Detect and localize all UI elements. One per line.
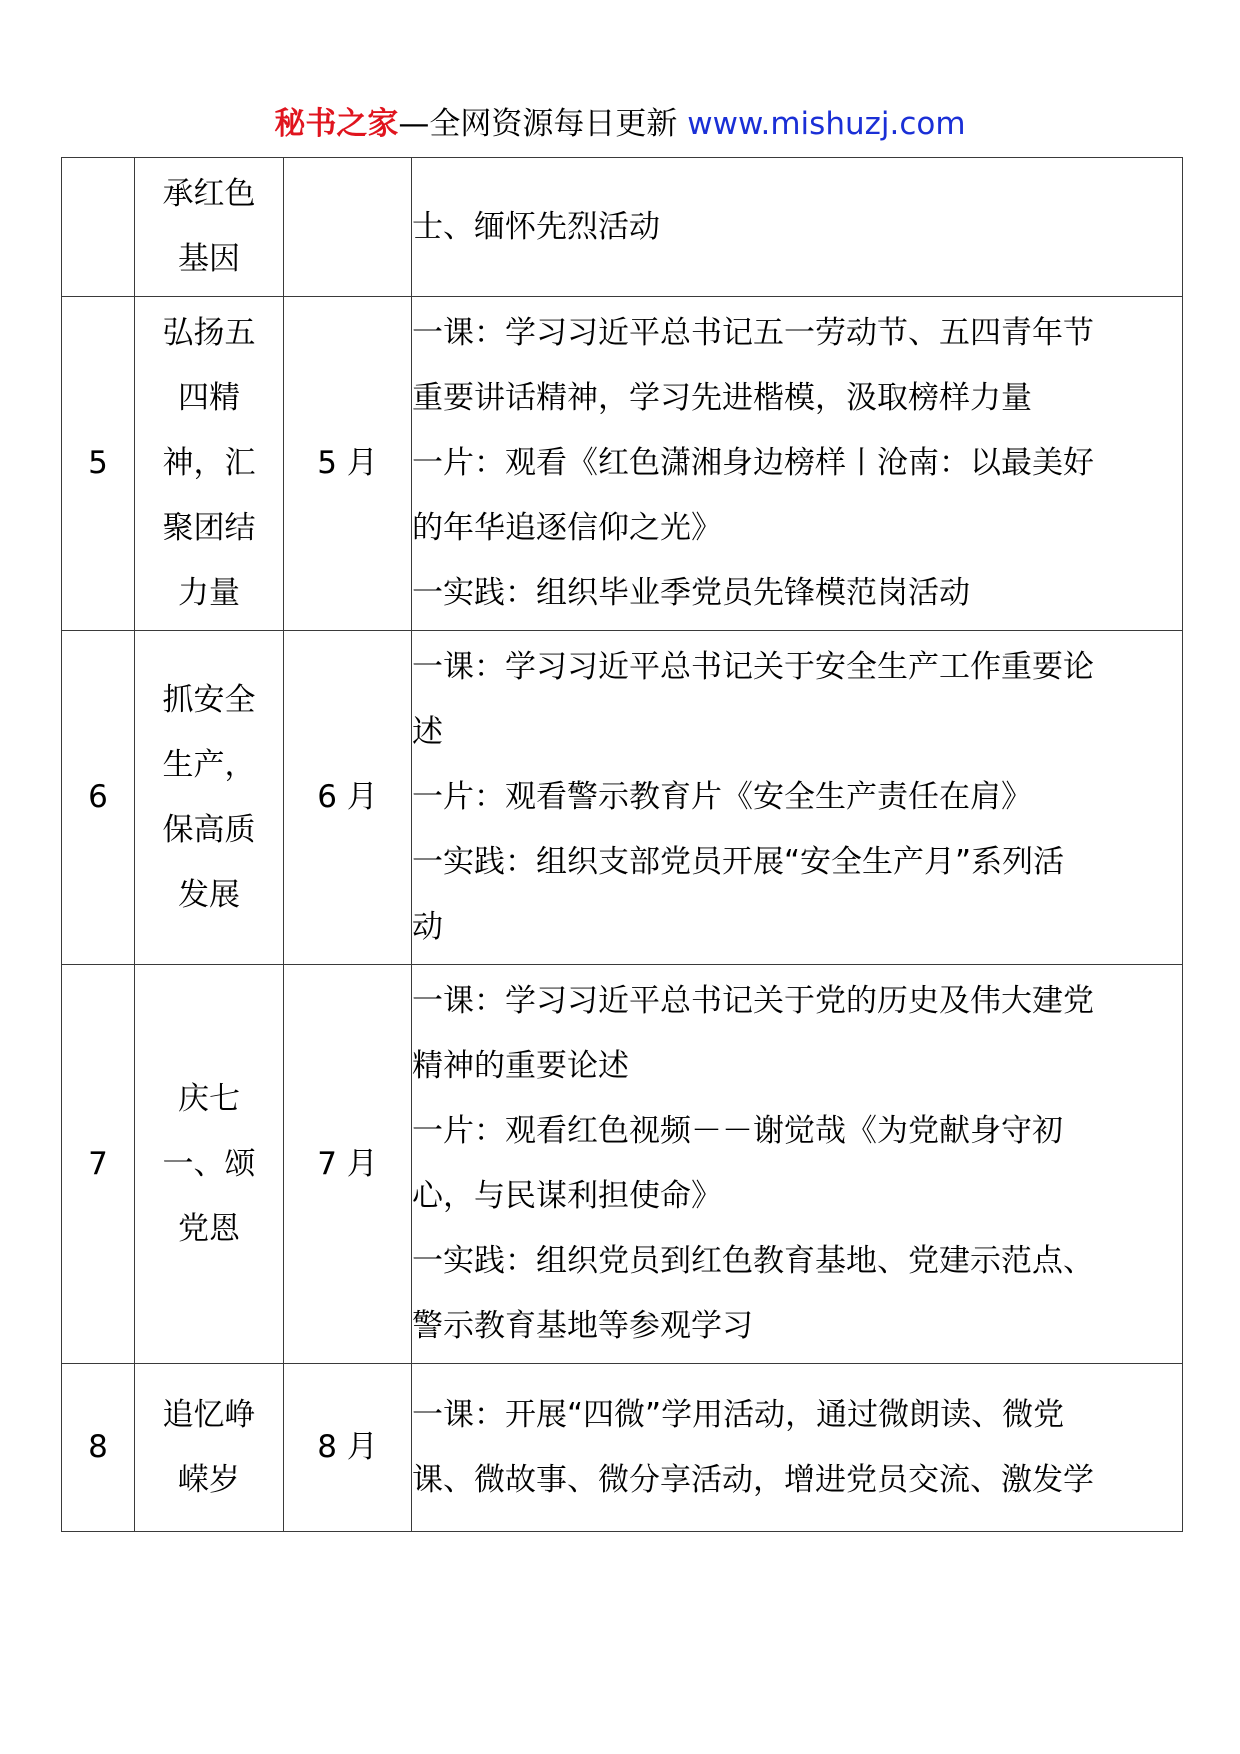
content-line: 一课：学习习近平总书记五一劳动节、五四青年节	[412, 315, 1094, 351]
content-line: 一实践：组织党员到红色教育基地、党建示范点、	[412, 1243, 1094, 1279]
content-line: 一实践：组织毕业季党员先锋模范岗活动	[412, 575, 970, 611]
content-line: 一片：观看红色视频－－谢觉哉《为党献身守初	[412, 1113, 1063, 1149]
content-line: 心，与民谋利担使命》	[412, 1178, 722, 1214]
brand-name: 秘书之家	[274, 106, 399, 142]
row-number-cell: 8	[62, 1364, 135, 1532]
theme-cell	[135, 158, 284, 297]
activity-plan-table	[61, 157, 1183, 1532]
content-line: 精神的重要论述	[412, 1048, 629, 1084]
site-url[interactable]: www.mishuzj.com	[687, 106, 966, 142]
table-row	[62, 297, 1183, 631]
theme-line: 抓安全	[162, 681, 256, 718]
theme-line: 基因	[178, 241, 240, 277]
row-number-cell: 6	[62, 631, 135, 965]
content-line: 重要讲话精神，学习先进楷模，汲取榜样力量	[412, 380, 1032, 416]
theme-line: 聚团结	[162, 510, 256, 546]
theme-line: 庆七	[178, 1080, 240, 1117]
month-cell: 6 月	[284, 631, 412, 965]
content-line: 一课：学习习近平总书记关于安全生产工作重要论	[412, 649, 1094, 685]
theme-line: 追忆峥	[162, 1396, 256, 1433]
content-line: 动	[412, 909, 443, 945]
theme-line: 力量	[178, 575, 240, 611]
content-cell	[412, 1364, 1183, 1532]
page-header	[0, 102, 1240, 146]
theme-cell	[135, 1364, 284, 1532]
theme-line: 承红色	[162, 176, 256, 212]
content-line: 一片：观看《红色潇湘身边榜样丨沧南：以最美好	[412, 445, 1094, 481]
month-cell: 5 月	[284, 297, 412, 631]
theme-line: 发展	[178, 876, 240, 913]
theme-line: 四精	[178, 380, 240, 416]
content-cell	[412, 297, 1183, 631]
theme-line: 弘扬五	[162, 315, 256, 351]
theme-line: 生产，	[162, 746, 256, 783]
table-row	[62, 1364, 1183, 1532]
content-cell	[412, 158, 1183, 297]
row-number-cell	[62, 158, 135, 297]
month-cell: 7 月	[284, 965, 412, 1364]
theme-line: 神，汇	[162, 445, 256, 481]
month-cell: 8 月	[284, 1364, 412, 1532]
content-line: 一课：学习习近平总书记关于党的历史及伟大建党	[412, 983, 1094, 1019]
content-line: 课、微故事、微分享活动，增进党员交流、激发学	[412, 1461, 1094, 1498]
table-row	[62, 158, 1183, 297]
theme-line: 嵘岁	[178, 1461, 240, 1498]
content-cell	[412, 631, 1183, 965]
content-line: 一实践：组织支部党员开展“安全生产月”系列活	[412, 844, 1065, 880]
content-line: 士、缅怀先烈活动	[412, 208, 660, 245]
content-cell	[412, 965, 1183, 1364]
theme-line: 党恩	[178, 1210, 240, 1247]
header-tagline: —全网资源每日更新	[398, 106, 678, 142]
content-line: 一课：开展“四微”学用活动，通过微朗读、微党	[412, 1396, 1065, 1433]
row-number-cell: 5	[62, 297, 135, 631]
theme-line: 一、颂	[162, 1145, 256, 1182]
theme-cell	[135, 631, 284, 965]
table-body	[62, 158, 1183, 1532]
table-row	[62, 631, 1183, 965]
table-row	[62, 965, 1183, 1364]
content-line: 的年华追逐信仰之光》	[412, 510, 722, 546]
row-number-cell: 7	[62, 965, 135, 1364]
theme-line: 保高质	[162, 811, 256, 848]
theme-cell	[135, 965, 284, 1364]
content-line: 一片：观看警示教育片《安全生产责任在肩》	[412, 779, 1032, 815]
month-cell	[284, 158, 412, 297]
content-line: 述	[412, 714, 443, 750]
content-line: 警示教育基地等参观学习	[412, 1308, 753, 1344]
theme-cell	[135, 297, 284, 631]
